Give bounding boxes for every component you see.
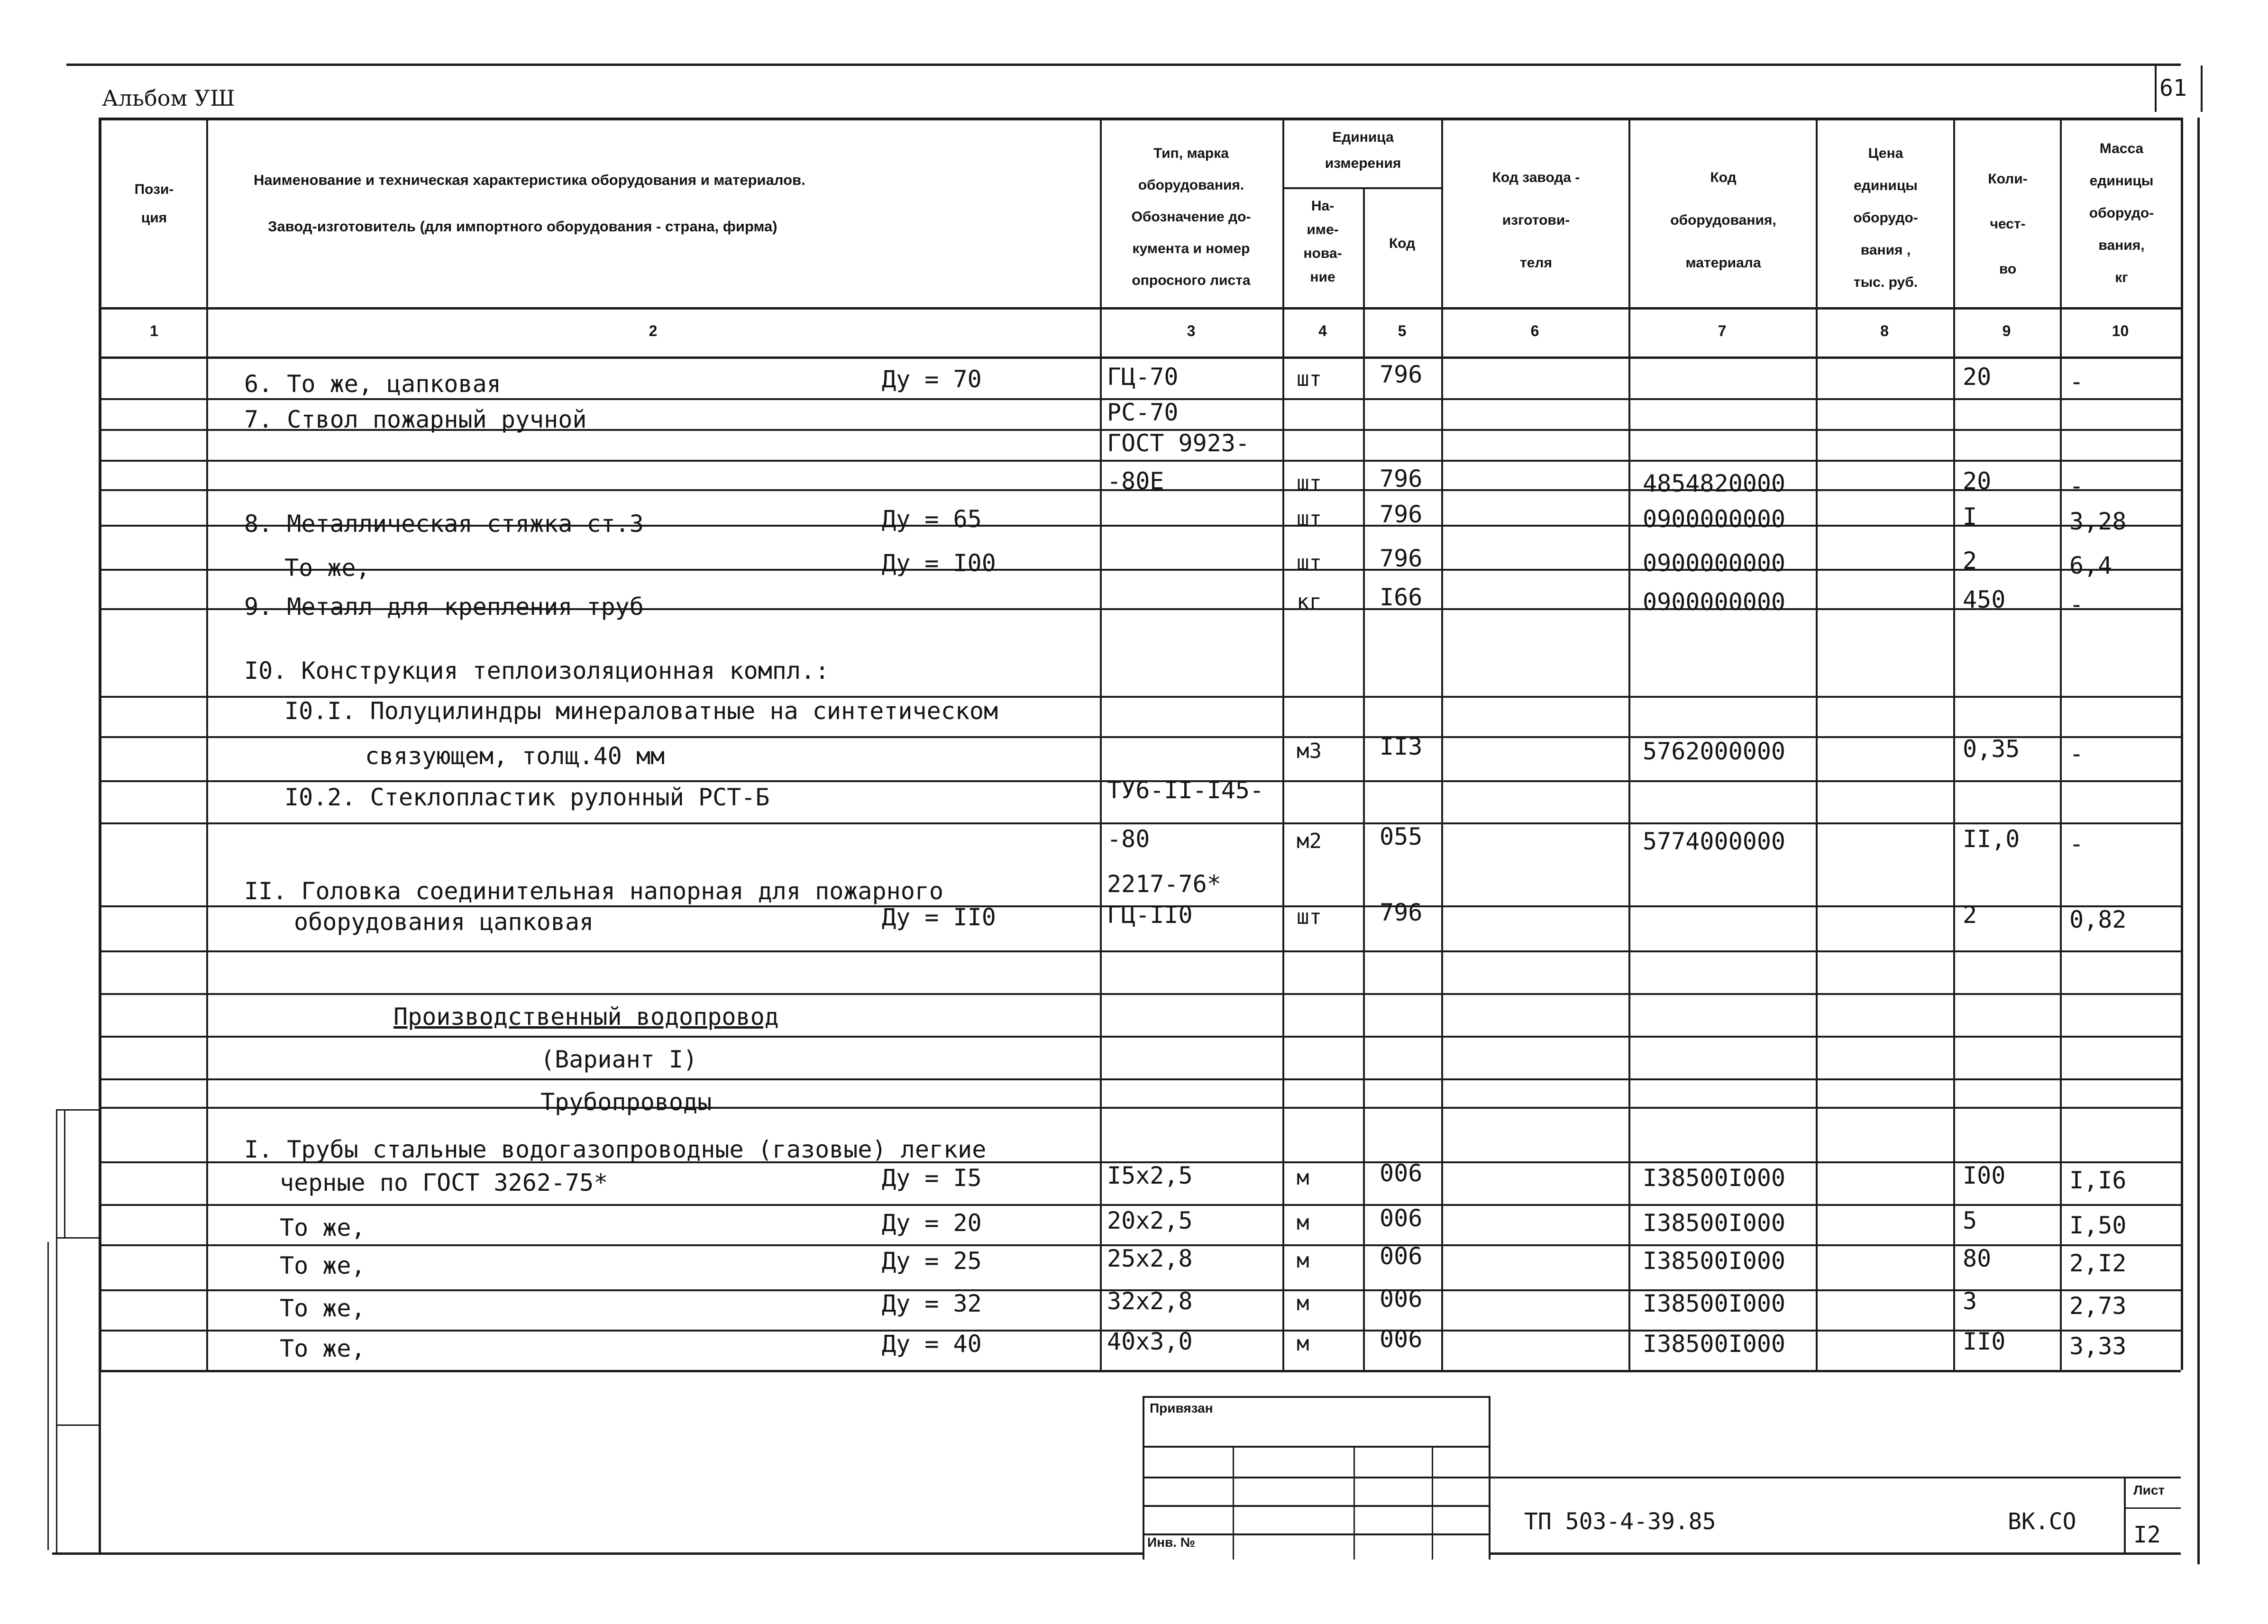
row-name: I0. Конструкция теплоизоляционная компл.:: [244, 657, 830, 684]
row-mass: -: [2069, 740, 2084, 767]
row-rule: [99, 736, 2181, 738]
row-mass: -: [2069, 591, 2084, 618]
row-type: 40х3,0: [1107, 1328, 1193, 1355]
row-unit: м: [1297, 1211, 1309, 1235]
row-name: 7. Ствол пожарный ручной: [244, 406, 587, 433]
row-unit-code: 006: [1380, 1285, 1423, 1313]
page-number: 61: [2159, 75, 2187, 101]
row-equipment-code: 5762000000: [1643, 738, 1786, 765]
stamp-rule: [1143, 1396, 1144, 1560]
stamp-rule: [1143, 1446, 1489, 1448]
row-mass: 6,4: [2069, 552, 2113, 579]
row-unit-code: 796: [1380, 465, 1423, 493]
row-unit-code: 796: [1380, 501, 1423, 528]
header-name-line2: Завод-изготовитель (для импортного оборудования - страна, фирма): [268, 218, 777, 235]
stamp-rule: [1143, 1477, 1489, 1478]
stamp-rule: [1143, 1505, 1489, 1507]
album-label: Альбом УШ: [102, 85, 235, 111]
row-quantity: I: [1963, 503, 1977, 530]
row-equipment-code: 5774000000: [1643, 828, 1786, 855]
row-unit: м: [1297, 1291, 1309, 1315]
column-rule: [1816, 118, 1818, 1370]
frame-right: [2197, 118, 2200, 1564]
row-type: РС-70: [1107, 399, 1179, 426]
row-rule: [99, 822, 2181, 824]
header-price: Цена единицы оборудо- вания , тыс. руб.: [1853, 146, 1918, 290]
row-equipment-code: 4854820000: [1643, 470, 1786, 497]
row-name: Производственный водопровод: [393, 1003, 779, 1031]
row-equipment-code: 0900000000: [1643, 588, 1786, 616]
row-rule: [99, 993, 2181, 995]
row-unit: шт: [1297, 551, 1322, 575]
row-rule: [99, 1107, 2181, 1109]
binding-mark: [47, 1242, 49, 1550]
row-quantity: I00: [1963, 1162, 2006, 1189]
row-nominal-diameter: Ду = II0: [882, 903, 996, 931]
row-name: (Вариант I): [540, 1046, 698, 1073]
row-mass: -: [2069, 830, 2084, 858]
row-unit: м: [1297, 1166, 1309, 1190]
row-mass: 3,33: [2069, 1332, 2127, 1360]
row-type: 32х2,8: [1107, 1287, 1193, 1315]
row-name: То же,: [284, 554, 370, 582]
row-nominal-diameter: Ду = I5: [882, 1164, 982, 1192]
colnum-bottom: [99, 356, 2181, 359]
row-quantity: 3: [1963, 1287, 1977, 1315]
row-unit-code: 006: [1380, 1204, 1423, 1232]
row-unit-code: 006: [1380, 1159, 1423, 1187]
row-nominal-diameter: Ду = 70: [882, 365, 982, 393]
row-equipment-code: 0900000000: [1643, 505, 1786, 533]
row-type: -80Е: [1107, 467, 1164, 495]
row-unit-code: 796: [1380, 545, 1423, 572]
stamp-doc-code: ТП 503-4-39.85: [1524, 1508, 1716, 1535]
header-mass: Масса единицы оборудо- вания, кг: [2089, 141, 2154, 285]
row-mass: -: [2069, 368, 2084, 395]
header-unit-code: Код: [1389, 236, 1416, 251]
binding-mark: [56, 1424, 99, 1426]
column-rule: [1953, 118, 1955, 1370]
row-quantity: 20: [1963, 467, 1992, 495]
row-mass: I,50: [2069, 1212, 2127, 1239]
header-unit-group: Единица измерения: [1325, 129, 1401, 171]
row-unit-code: 006: [1380, 1242, 1423, 1270]
stamp-rule: [1489, 1477, 2181, 1478]
column-rule: [99, 118, 101, 1370]
row-mass: 0,82: [2069, 906, 2127, 933]
colnum-4: 4: [1318, 322, 1327, 339]
row-quantity: 80: [1963, 1245, 1992, 1272]
row-unit: шт: [1297, 905, 1322, 929]
row-quantity: 2: [1963, 901, 1977, 929]
row-name: То же,: [280, 1252, 366, 1279]
column-rule: [1100, 118, 1102, 1370]
stamp-rule: [1432, 1446, 1433, 1560]
colnum-10: 10: [2112, 322, 2129, 339]
row-unit-code: I66: [1380, 584, 1423, 611]
header-equipment-code: Код оборудования, материала: [1670, 170, 1776, 271]
colnum-3: 3: [1187, 322, 1196, 339]
row-name: То же,: [280, 1295, 366, 1322]
stamp-sheet-label: Лист: [2133, 1483, 2165, 1497]
column-rule: [1363, 187, 1365, 1370]
row-quantity: II0: [1963, 1328, 2006, 1355]
row-mass: -: [2069, 472, 2084, 500]
row-name: черные по ГОСТ 3262-75*: [280, 1169, 608, 1196]
row-rule: [99, 1204, 2181, 1206]
colnum-8: 8: [1880, 322, 1889, 339]
row-mass: 3,28: [2069, 508, 2127, 535]
frame-bottom-right: [1489, 1552, 2181, 1555]
row-equipment-code: I38500I000: [1643, 1330, 1786, 1358]
row-type: ГЦ-II0: [1107, 901, 1193, 929]
row-name: I0.2. Стеклопластик рулонный РСТ-Б: [284, 784, 770, 811]
page-number-box-right: [2201, 65, 2203, 112]
column-rule: [2060, 118, 2062, 1370]
colnum-1: 1: [150, 322, 158, 339]
row-quantity: 5: [1963, 1207, 1977, 1234]
row-name: 6. То же, цапковая: [244, 370, 501, 398]
row-nominal-diameter: Ду = 40: [882, 1330, 982, 1358]
column-rule: [1282, 118, 1284, 1370]
row-type: 2217-76*: [1107, 870, 1221, 898]
row-unit: м2: [1297, 829, 1322, 853]
row-name: II. Головка соединительная напорная для пожарного: [244, 877, 944, 905]
row-type: ТУ6-II-I45-: [1107, 776, 1264, 804]
stamp-mark: ВК.СО: [2008, 1508, 2076, 1535]
colnum-6: 6: [1530, 322, 1539, 339]
row-name: I. Трубы стальные водогазопроводные (газовые) легкие: [244, 1136, 987, 1163]
column-rule: [206, 118, 208, 1370]
row-mass: I,I6: [2069, 1167, 2127, 1194]
page-number-box-left: [2155, 65, 2157, 112]
row-name: оборудования цапковая: [294, 908, 594, 936]
header-quantity: Коли- чест- во: [1988, 171, 2028, 277]
row-rule: [1100, 489, 2181, 491]
row-unit: кг: [1297, 590, 1322, 614]
binding-mark: [56, 1237, 99, 1239]
stamp-rule: [2124, 1477, 2126, 1555]
stamp-rule: [2124, 1507, 2181, 1509]
header-position: Пози- ция: [134, 182, 174, 226]
row-unit: шт: [1297, 471, 1322, 495]
row-rule: [99, 1078, 2181, 1080]
row-name: связующем, толщ.40 мм: [365, 742, 665, 770]
row-unit-code: 796: [1380, 361, 1423, 388]
row-quantity: 0,35: [1963, 735, 2020, 763]
row-type: 20х2,5: [1107, 1207, 1193, 1234]
binding-mark: [56, 1109, 99, 1111]
row-quantity: 450: [1963, 586, 2006, 613]
stamp-privyazan: Привязан: [1150, 1401, 1213, 1415]
binding-mark: [56, 1109, 57, 1555]
row-unit: шт: [1297, 507, 1322, 531]
row-rule: [99, 950, 2181, 952]
row-name: Трубопроводы: [540, 1088, 712, 1116]
row-rule: [99, 460, 2181, 462]
row-mass: 2,I2: [2069, 1250, 2127, 1277]
row-quantity: II,0: [1963, 825, 2020, 853]
row-unit: шт: [1297, 367, 1322, 391]
column-rule: [2181, 118, 2183, 1370]
header-plant-code: Код завода - изготови- теля: [1492, 170, 1580, 271]
top-border: [66, 64, 2181, 66]
row-nominal-diameter: Ду = I00: [882, 549, 996, 577]
row-equipment-code: I38500I000: [1643, 1209, 1786, 1237]
header-bottom: [99, 307, 2181, 310]
row-name: То же,: [280, 1214, 366, 1241]
row-unit-code: 006: [1380, 1325, 1423, 1353]
colnum-9: 9: [2002, 322, 2011, 339]
stamp-rule: [1233, 1446, 1234, 1560]
row-quantity: 2: [1963, 547, 1977, 575]
row-name: 8. Металлическая стяжка ст.3: [244, 510, 644, 538]
row-nominal-diameter: Ду = 32: [882, 1290, 982, 1317]
colnum-2: 2: [649, 322, 658, 339]
column-rule: [1628, 118, 1630, 1370]
table-top: [99, 118, 2181, 120]
header-unit-name: На- име- нова- ние: [1303, 198, 1342, 285]
frame-bottom: [52, 1552, 1143, 1555]
frame-left-lower: [99, 1370, 101, 1555]
row-equipment-code: I38500I000: [1643, 1247, 1786, 1275]
row-equipment-code: 0900000000: [1643, 549, 1786, 577]
row-type: ГОСТ 9923-: [1107, 429, 1250, 457]
row-unit-code: II3: [1380, 733, 1423, 760]
stamp-rule: [1353, 1446, 1355, 1560]
row-unit-code: 796: [1380, 899, 1423, 926]
row-nominal-diameter: Ду = 65: [882, 505, 982, 533]
row-unit: м3: [1297, 739, 1322, 763]
row-unit-code: 055: [1380, 823, 1423, 850]
unit-group-split: [1282, 187, 1441, 189]
stamp-sheet: I2: [2133, 1522, 2161, 1548]
stamp-inv: Инв. №: [1147, 1535, 1196, 1550]
header-type: Тип, марка оборудования. Обозначение до- кумента и номер опросного листа: [1131, 146, 1251, 288]
row-rule: [99, 1036, 2181, 1038]
row-equipment-code: I38500I000: [1643, 1164, 1786, 1192]
column-rule: [1441, 118, 1443, 1370]
row-quantity: 20: [1963, 363, 1992, 391]
row-rule: [99, 569, 2181, 571]
row-equipment-code: I38500I000: [1643, 1290, 1786, 1317]
row-type: I5х2,5: [1107, 1162, 1193, 1189]
row-name: I0.I. Полуцилиндры минераловатные на синтетическом: [284, 697, 998, 725]
row-mass: 2,73: [2069, 1292, 2127, 1320]
row-type: ГЦ-70: [1107, 363, 1179, 391]
colnum-7: 7: [1718, 322, 1727, 339]
header-name-line1: Наименование и техническая характеристика оборудования и материалов.: [254, 172, 805, 188]
row-unit: м: [1297, 1249, 1309, 1273]
stamp-rule: [1143, 1396, 1489, 1398]
row-unit: м: [1297, 1332, 1309, 1356]
row-type: 25х2,8: [1107, 1245, 1193, 1272]
row-nominal-diameter: Ду = 25: [882, 1247, 982, 1275]
row-name: То же,: [280, 1335, 366, 1362]
table-bottom: [99, 1370, 2181, 1372]
binding-mark: [64, 1109, 65, 1237]
colnum-5: 5: [1398, 322, 1407, 339]
row-nominal-diameter: Ду = 20: [882, 1209, 982, 1237]
row-type: -80: [1107, 825, 1150, 853]
row-name: 9. Металл для крепления труб: [244, 593, 644, 620]
